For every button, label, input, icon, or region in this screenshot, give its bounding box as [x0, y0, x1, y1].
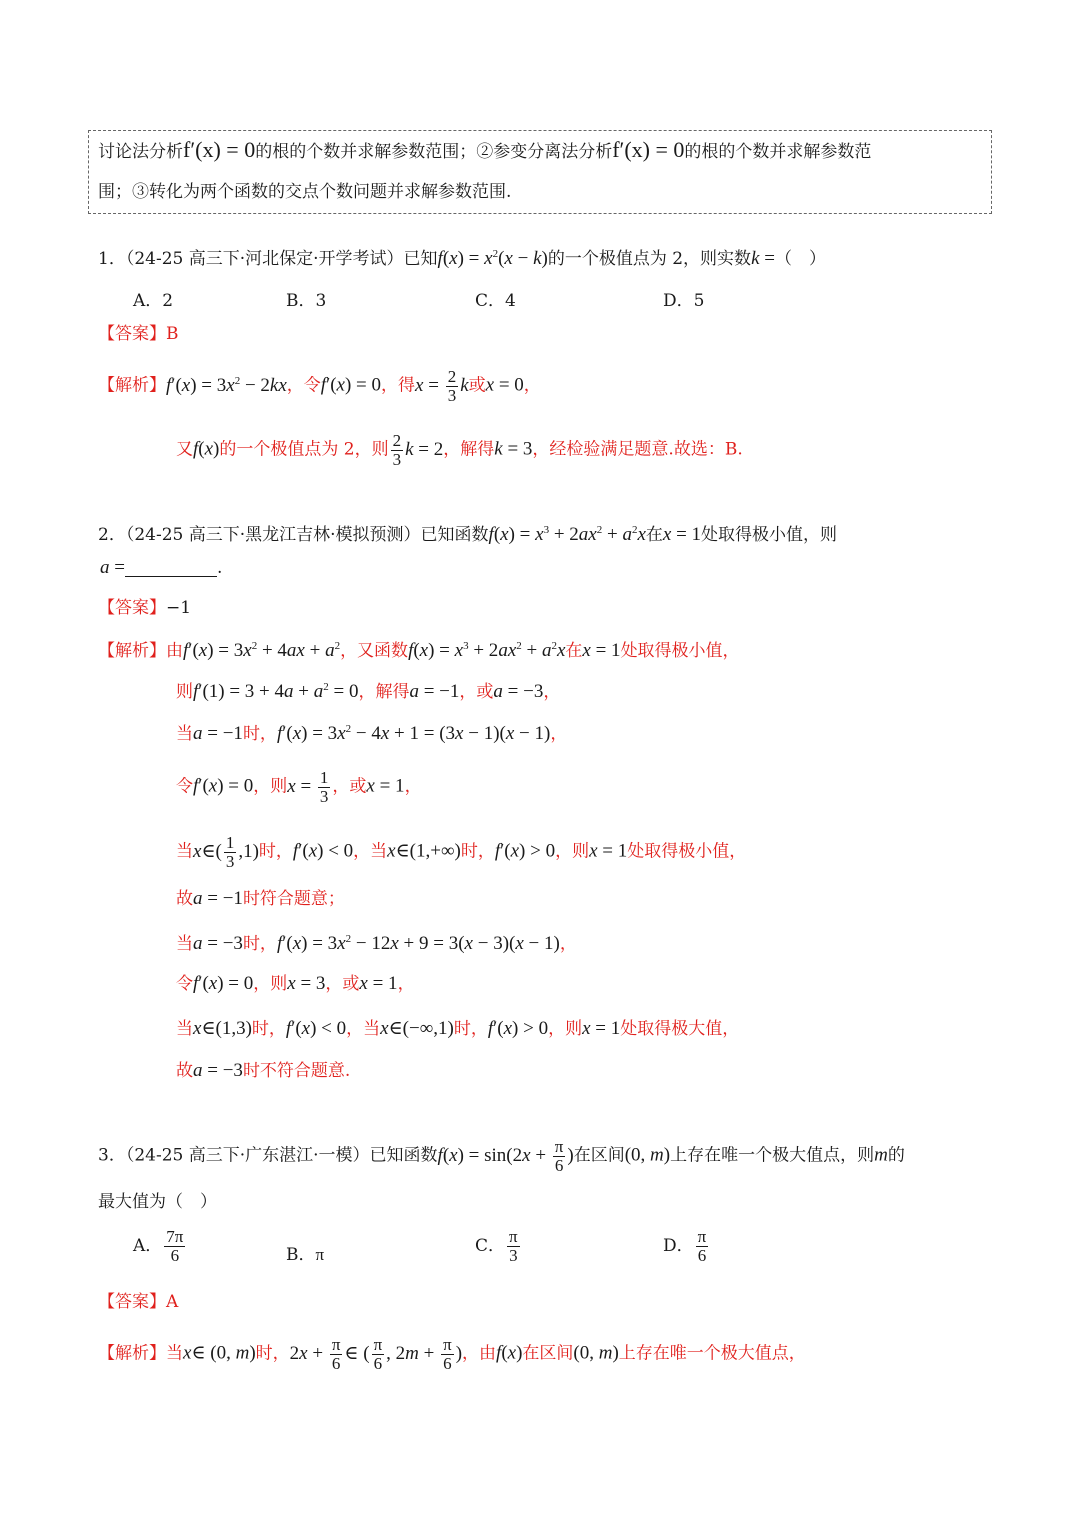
text: ，则 [253, 776, 288, 797]
text: 故 [176, 889, 193, 909]
intro-line-2: 围；③转化为两个函数的交点个数问题并求解参数范围. [98, 182, 512, 202]
text: 又 [176, 439, 193, 460]
text: ，解得 [443, 439, 495, 460]
q2-blank-line: a = . [100, 557, 223, 578]
math: f′(x) < 0 [285, 1018, 347, 1039]
math: x∈(−∞,1) [380, 1018, 454, 1039]
answer-label: 【答案】 [98, 1292, 166, 1312]
math: $f'(x) = 3x^2 - 12x + 9 = 3(x - 3)(x - 1)$ [276, 933, 560, 954]
math: x = 3 [287, 973, 326, 994]
math: x = 1 [662, 524, 702, 545]
text: ，经检验满足题意.故选：B. [532, 439, 743, 460]
q1-option-c[interactable]: C．4 [475, 291, 516, 311]
text: 由 [166, 641, 183, 661]
text: 在区间 [573, 1145, 625, 1166]
math: 2x + $\frac{\pi}{6}$ ∈ ( $\frac{\pi}{6}$ , 2m + $\frac{\pi}{6}$ ) [289, 1335, 463, 1373]
text: 时， [453, 1019, 488, 1039]
text: ，又函数 [340, 641, 409, 661]
q1-option-a[interactable]: A．2 [133, 291, 174, 311]
math: a = [100, 557, 125, 578]
text: ，或 [332, 776, 367, 797]
q1-func: $f(x) = x^2(x - k)$ [437, 248, 548, 269]
math: f′(x) = 0 [193, 775, 254, 797]
math: a = −3 [193, 933, 243, 954]
text: 的一个极值点为 2，则 [219, 439, 389, 460]
text: ，则 [548, 1019, 583, 1039]
math: $f'(x) = 3x^2 - 2kx$ [166, 374, 287, 396]
math: f′(x) < 0 [292, 840, 354, 862]
q1-stem-text: 1．（24-25 高三下·河北保定·开学考试）已知 [98, 249, 438, 269]
q3-analysis-line-1 [98, 1336, 806, 1373]
text: 当 [176, 724, 193, 744]
q1-stem [98, 242, 826, 271]
math: x = 1 [582, 640, 621, 661]
intro-line-1 [98, 138, 871, 164]
math: x = 1 [366, 775, 405, 797]
math: a = −1 [193, 888, 243, 909]
math: f′(x) = 0 [320, 374, 382, 396]
answer-label: 【答案】 [98, 598, 166, 618]
text: ，则 [555, 841, 590, 862]
q2-analysis-line-8: 令f′(x) = 0，则x = 3，或x = 1， [176, 973, 415, 994]
answer-value: A [166, 1292, 179, 1312]
answer-value: −1 [166, 598, 192, 618]
q2-analysis-line-3: 当a = −1时，$f'(x) = 3x^2 - 4x + 1 = (3x - 1)(x - 1)$， [176, 723, 568, 744]
q2-analysis-line-10 [176, 1059, 350, 1083]
intro-text: 的根的个数并求解参数范围；②参变分离法分析 [255, 142, 613, 162]
text: 处取得极小值， [627, 841, 747, 862]
option-label: B． [286, 1245, 316, 1265]
q2-stem [98, 518, 837, 547]
math: $\frac{7\pi}{6}$ [166, 1227, 184, 1265]
text: 时， [460, 841, 495, 862]
q3-stem [98, 1138, 905, 1175]
intro-formula: f′(x) = 0 [183, 137, 256, 162]
math: x∈(1,+∞) [387, 840, 461, 862]
math: (0, m) [573, 1342, 619, 1364]
math: $f(x) = x^3 + 2ax^2 + a^2x$ [408, 640, 566, 661]
math: k = 3 [494, 438, 533, 460]
intro-text: 的根的个数并求解参数范 [684, 142, 872, 162]
math: $f'(x) = 3x^2 + 4ax + a^2$ [183, 640, 341, 661]
text: 当 [176, 934, 193, 954]
q3-option-c[interactable] [475, 1228, 522, 1265]
text: 时， [242, 724, 277, 744]
q3-option-a[interactable] [133, 1228, 187, 1265]
math: $f'(x) = 3x^2 - 4x + 1 = (3x - 1)(x - 1)$ [276, 723, 551, 744]
text: 则 [176, 682, 193, 702]
q3-option-d[interactable] [663, 1228, 710, 1265]
analysis-label: 【解析】 [98, 375, 166, 396]
math: x = 1 [589, 840, 628, 862]
text: 时符合题意； [242, 889, 345, 909]
answer-label: 【答案】 [98, 324, 166, 344]
text: 当 [176, 1019, 193, 1039]
q3-answer [98, 1290, 178, 1314]
q2-analysis-line-6 [176, 887, 345, 911]
q3-stem-line-2: 最大值为（ ） [98, 1192, 217, 1212]
q2-analysis-line-9 [176, 1017, 739, 1041]
text: ，得 [381, 375, 416, 396]
text: 时不符合题意. [242, 1061, 351, 1081]
q1-answer [98, 322, 179, 346]
math: x = 0 [485, 374, 524, 396]
text: 时， [251, 1019, 286, 1039]
math: f′(x) = 0 [193, 973, 254, 994]
q2-stem-text: 2．（24-25 高三下·黑龙江吉林·模拟预测）已知函数 [98, 525, 489, 545]
q2-analysis-line-2: 则$f'(1) = 3 + 4a + a^2 = 0$，解得a = −1，或a = −3， [176, 681, 561, 702]
answer-blank[interactable] [125, 558, 217, 577]
text: 或 [468, 375, 486, 396]
text: ，当 [353, 841, 388, 862]
intro-text: 讨论法分析 [98, 142, 183, 162]
text: 故 [176, 1061, 193, 1081]
q3-stem-text: 3．（24-25 高三下·广东湛江·一模）已知函数 [98, 1145, 438, 1166]
text: ，当 [346, 1019, 381, 1039]
option-label: C． [475, 1235, 506, 1256]
text: 上存在唯一个极大值点， [618, 1343, 806, 1364]
intro-formula: f′(x) = 0 [612, 137, 685, 162]
math: x = $\frac{2}{3}$ k [415, 367, 469, 405]
math: a = −3 [493, 681, 544, 702]
q1-stem-text: 的一个极值点为 2，则实数 [547, 249, 752, 269]
q2-analysis-line-1 [98, 634, 740, 663]
q2-analysis-line-7: 当a = −3时，$f'(x) = 3x^2 - 12x + 9 = 3(x - 3)(x - 1)$， [176, 933, 577, 954]
math: x = $\frac{1}{3}$ [287, 768, 329, 806]
text: ，或 [459, 682, 494, 702]
text: 时， [258, 841, 293, 862]
text: 在 [645, 525, 663, 545]
text: 时， [242, 934, 277, 954]
math: x∈ (0, m) [183, 1342, 256, 1364]
option-label: A． [133, 1235, 163, 1256]
math: a = −3 [193, 1060, 243, 1081]
text: ，或 [325, 974, 360, 994]
q2-analysis-line-5 [176, 834, 746, 871]
math: f(x) [193, 438, 220, 460]
text: ，由 [462, 1343, 497, 1364]
text: 处取得极小值， [620, 641, 740, 661]
math: x∈(1,3) [193, 1018, 252, 1039]
text: 在 [565, 641, 583, 661]
math: x = 1 [359, 973, 398, 994]
q1-option-d[interactable]: D．5 [663, 291, 705, 311]
option-label: D． [663, 1235, 694, 1256]
text: 处取得极小值，则 [701, 525, 838, 545]
math: f′(x) > 0 [494, 840, 556, 862]
text: 处取得极大值， [620, 1019, 740, 1039]
math: $\frac{\pi}{3}$ [509, 1227, 518, 1265]
q2-analysis-line-4: 令f′(x) = 0，则x = $\frac{1}{3}$ ，或x = 1， [176, 768, 422, 806]
text: 的 [887, 1145, 905, 1166]
text: 在区间 [522, 1343, 574, 1364]
q1-analysis-line-1: 【解析】$f'(x) = 3x^2 - 2kx$，令f′(x) = 0，得x = $\frac{2}{3}$ k或x = 0， [98, 367, 541, 405]
math: f′(x) > 0 [487, 1018, 549, 1039]
q1-analysis-line-2 [176, 432, 743, 469]
text: 当 [166, 1343, 183, 1364]
text: ，则 [253, 974, 288, 994]
math: (0, m) [624, 1144, 671, 1166]
answer-value: B [166, 324, 179, 344]
math: π [315, 1245, 325, 1264]
text: 上存在唯一个极大值点，则 [670, 1145, 875, 1166]
math: a = −1 [409, 681, 460, 702]
math: $\frac{\pi}{6}$ [697, 1227, 707, 1265]
math: a = −1 [193, 723, 243, 744]
text: 当 [176, 841, 193, 862]
q2-answer [98, 596, 191, 620]
q1-k: k = [751, 248, 775, 269]
math: m [874, 1144, 888, 1166]
math: x∈( $\frac{1}{3}$ ,1) [193, 833, 259, 871]
math: $f(x) = x^3 + 2ax^2 + a^2x$ [488, 524, 646, 545]
analysis-label: 【解析】 [98, 641, 166, 661]
analysis-label: 【解析】 [98, 1343, 166, 1364]
math: x = 1 [582, 1018, 621, 1039]
text: 令 [176, 974, 193, 994]
math: f(x) = sin(2x + $\frac{\pi}{6}$ ) [437, 1137, 574, 1175]
text: ，解得 [358, 682, 410, 702]
q1-option-b[interactable]: B．3 [286, 291, 327, 311]
math: $f'(1) = 3 + 4a + a^2 = 0$ [193, 681, 359, 702]
text: ，令 [286, 375, 321, 396]
math: $\frac{2}{3}$ k = 2 [392, 431, 444, 469]
math: f(x) [496, 1342, 523, 1364]
q3-option-b[interactable] [286, 1240, 324, 1265]
q1-stem-text: （ ） [774, 249, 826, 269]
text: 时， [255, 1343, 290, 1364]
text: 令 [176, 776, 193, 797]
